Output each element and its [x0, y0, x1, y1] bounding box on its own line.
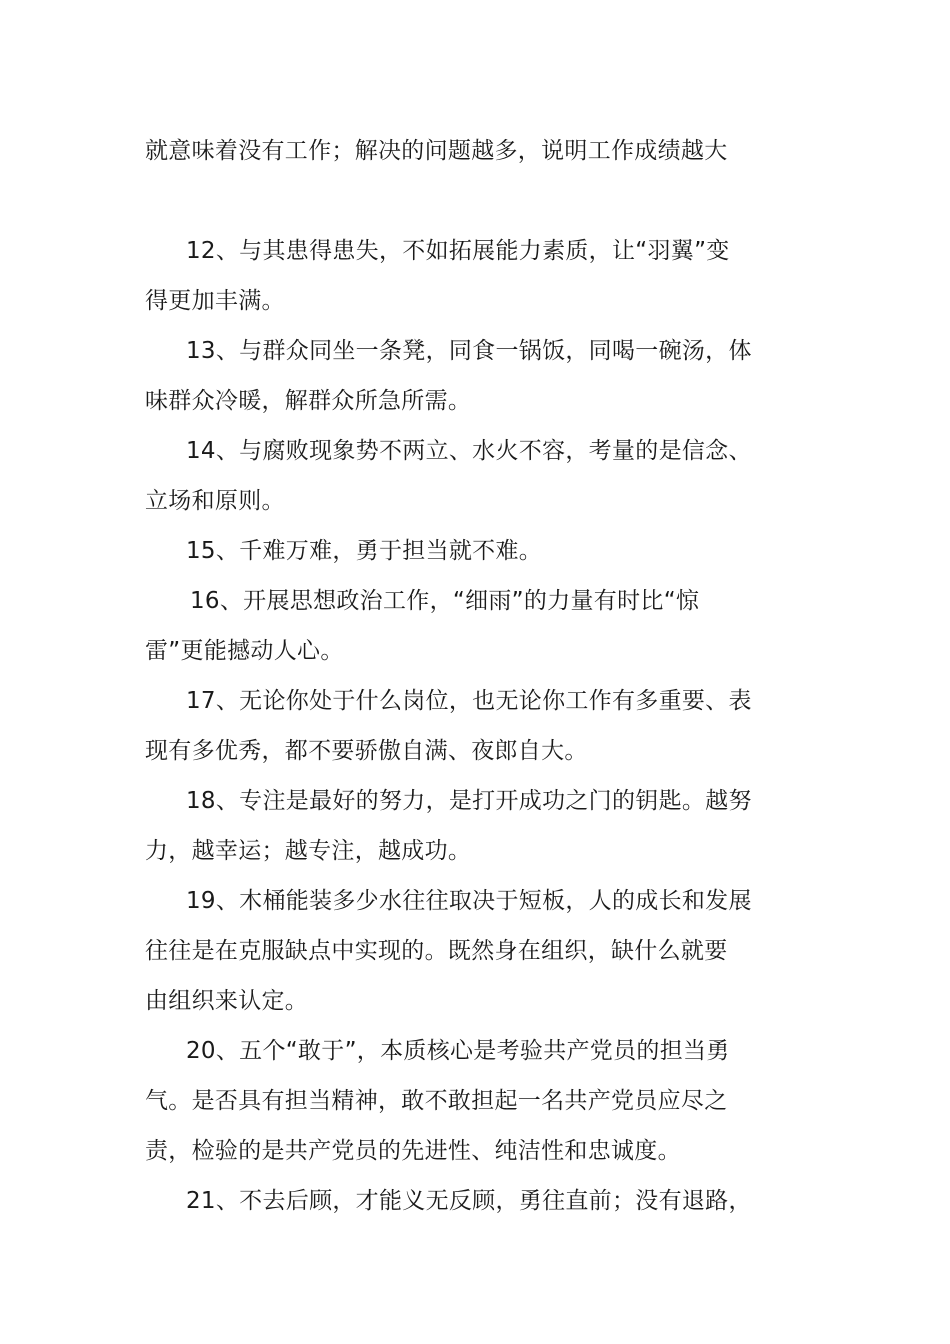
paragraph-line: 14、与腐败现象势不两立、水火不容，考量的是信念、 [186, 438, 752, 464]
paragraph-line: 16、开展思想政治工作，“细雨”的力量有时比“惊 [190, 588, 700, 614]
paragraph-line: 15、千难万难，勇于担当就不难。 [186, 538, 543, 564]
paragraph-line: 往往是在克服缺点中实现的。既然身在组织，缺什么就要 [145, 938, 728, 964]
paragraph-line: 18、专注是最好的努力，是打开成功之门的钥匙。越努 [186, 788, 752, 814]
paragraph-line: 13、与群众同坐一条凳，同食一锅饭，同喝一碗汤，体 [186, 338, 752, 364]
paragraph-line: 得更加丰满。 [145, 288, 285, 314]
paragraph-line: 21、不去后顾，才能义无反顾，勇往直前；没有退路， [186, 1188, 752, 1214]
paragraph-line: 12、与其患得患失，不如拓展能力素质，让“羽翼”变 [186, 238, 730, 264]
paragraph-line: 气。是否具有担当精神，敢不敢担起一名共产党员应尽之 [145, 1088, 728, 1114]
paragraph-line: 就意味着没有工作；解决的问题越多，说明工作成绩越大 [145, 138, 728, 164]
paragraph-line: 力，越幸运；越专注，越成功。 [145, 838, 472, 864]
paragraph-line: 雷”更能撼动人心。 [145, 638, 344, 664]
paragraph-line: 味群众冷暖，解群众所急所需。 [145, 388, 472, 414]
paragraph-line: 由组织来认定。 [145, 988, 309, 1014]
paragraph-line: 17、无论你处于什么岗位，也无论你工作有多重要、表 [186, 688, 752, 714]
paragraph-line: 立场和原则。 [145, 488, 285, 514]
paragraph-line: 责，检验的是共产党员的先进性、纯洁性和忠诚度。 [145, 1138, 681, 1164]
paragraph-line: 现有多优秀，都不要骄傲自满、夜郎自大。 [145, 738, 588, 764]
paragraph-line: 19、木桶能装多少水往往取决于短板，人的成长和发展 [186, 888, 752, 914]
paragraph-line: 20、五个“敢于”，本质核心是考验共产党员的担当勇 [186, 1038, 730, 1064]
